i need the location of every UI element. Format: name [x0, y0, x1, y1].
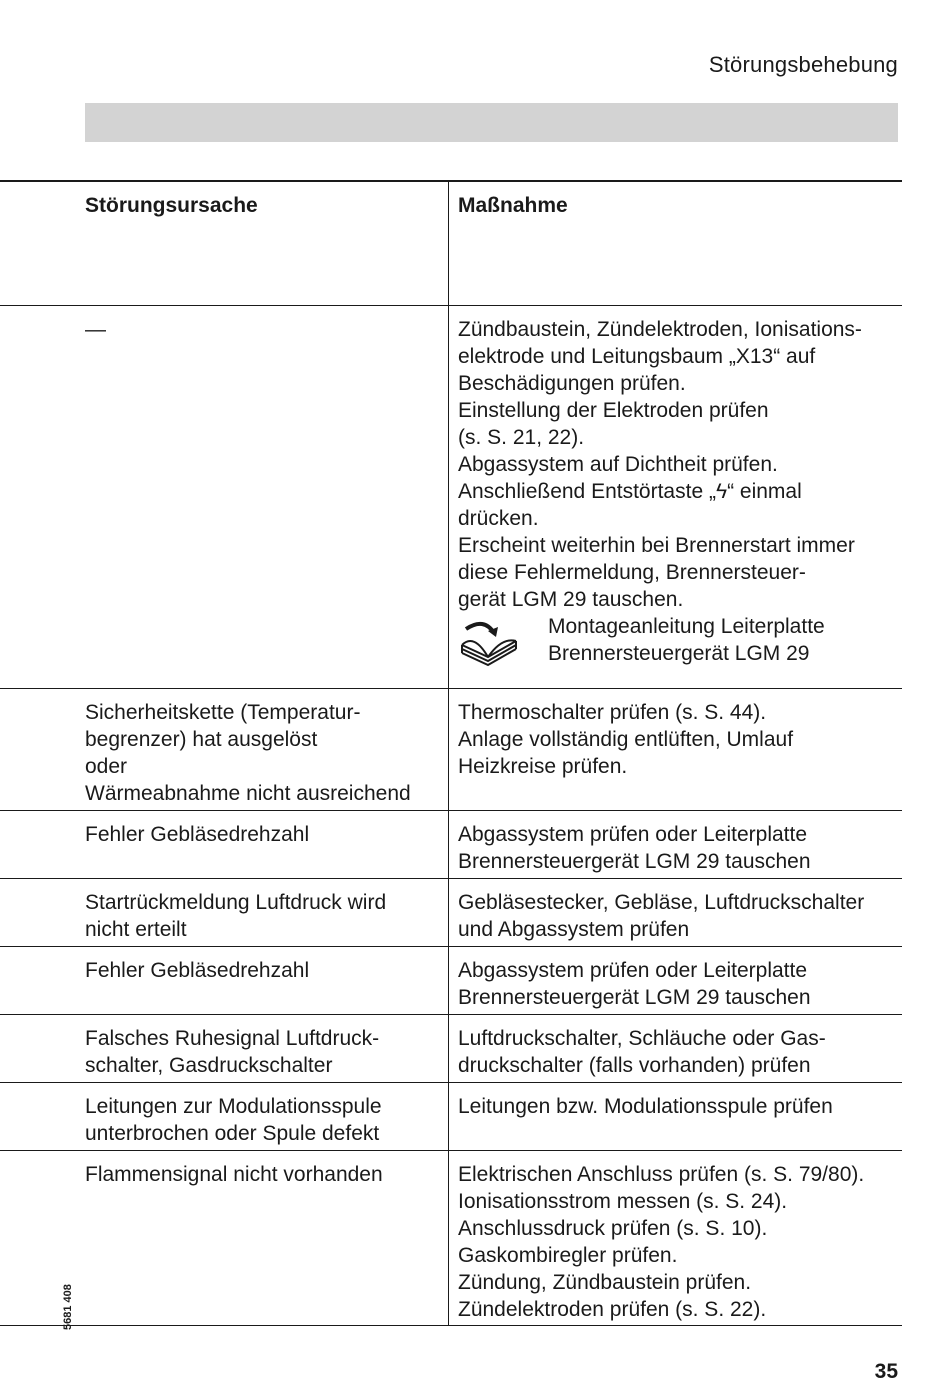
cause-cell [0, 811, 449, 878]
fault-table [0, 180, 902, 1326]
action-line: Brennersteuergerät LGM 29 tauschen [458, 850, 811, 873]
action-line: Zündbaustein, Zündelektroden, Ionisations- [458, 318, 862, 341]
cause-line: nicht erteilt [85, 918, 187, 941]
cause-line: Leitungen zur Modulationsspule [85, 1095, 382, 1118]
action-line: Anschlussdruck prüfen (s. S. 10). [458, 1217, 768, 1240]
table-row [0, 947, 902, 1015]
action-line: Einstellung der Elektroden prüfen [458, 399, 769, 422]
action-cell [449, 947, 902, 1014]
cause-line: Startrückmeldung Luftdruck wird [85, 891, 387, 914]
action-line: Erscheint weiterhin bei Brennerstart immer [458, 534, 855, 557]
cause-cell [0, 947, 449, 1014]
table-row [0, 879, 902, 947]
action-line: diese Fehlermeldung, Brennersteuer- [458, 561, 806, 584]
action-line: Leitungen bzw. Modulationsspule prüfen [458, 1095, 833, 1118]
table-row [0, 689, 902, 811]
manual-reference [458, 613, 896, 669]
cause-line: Fehler Gebläsedrehzahl [85, 823, 310, 846]
action-line: Anschließend Entstörtaste „ϟ“ einmal [458, 480, 802, 503]
action-cell [449, 1015, 902, 1082]
cause-line: Falsches Ruhesignal Luftdruck- [85, 1027, 380, 1050]
action-line: Abgassystem prüfen oder Leiterplatte [458, 959, 808, 982]
action-cell [449, 879, 902, 946]
cause-cell [0, 879, 449, 946]
action-line: druckschalter (falls vorhanden) prüfen [458, 1054, 811, 1077]
cause-line: schalter, Gasdruckschalter [85, 1054, 333, 1077]
cause-cell [0, 689, 449, 810]
table-row [0, 811, 902, 879]
action-line: Abgassystem prüfen oder Leiterplatte [458, 823, 808, 846]
cause-line: Flammensignal nicht vorhanden [85, 1163, 383, 1186]
action-line: Thermoschalter prüfen (s. S. 44). [458, 701, 767, 724]
cause-cell [0, 1083, 449, 1150]
column-header-cause: Störungsursache [0, 182, 449, 305]
table-row [0, 1083, 902, 1151]
action-line: gerät LGM 29 tauschen. [458, 588, 684, 611]
reference-line: Montageanleitung Leiterplatte [548, 615, 825, 638]
action-line: und Abgassystem prüfen [458, 918, 690, 941]
action-line: Luftdruckschalter, Schläuche oder Gas- [458, 1027, 826, 1050]
cause-line: unterbrochen oder Spule defekt [85, 1122, 380, 1145]
column-header-action: Maßnahme [458, 194, 568, 217]
page-number: 35 [874, 1360, 898, 1383]
action-line: (s. S. 21, 22). [458, 426, 585, 449]
action-line: Heizkreise prüfen. [458, 755, 628, 778]
action-line: Anlage vollständig entlüften, Umlauf [458, 728, 794, 751]
table-row [0, 1015, 902, 1083]
table-row [0, 306, 902, 689]
reference-line: Brennersteuergerät LGM 29 [548, 642, 810, 665]
action-line: Abgassystem auf Dichtheit prüfen. [458, 453, 778, 476]
table-row [0, 1151, 902, 1326]
action-cell [449, 811, 902, 878]
section-title: Störungsbehebung [708, 52, 898, 77]
cause-line: begrenzer) hat ausgelöst [85, 728, 318, 751]
cause-cell [0, 306, 449, 688]
document-number: 5681 408 [62, 1284, 74, 1330]
action-line: Zündelektroden prüfen (s. S. 22). [458, 1298, 767, 1321]
header-bar [85, 103, 898, 142]
action-cell [449, 1083, 902, 1150]
action-line: Zündung, Zündbaustein prüfen. [458, 1271, 752, 1294]
cause-line: — [85, 318, 106, 341]
action-line: Ionisationsstrom messen (s. S. 24). [458, 1190, 788, 1213]
action-cell [449, 1151, 902, 1325]
action-line: elektrode und Leitungsbaum „X13“ auf [458, 345, 816, 368]
action-line: Elektrischen Anschluss prüfen (s. S. 79/80). [458, 1163, 865, 1186]
action-line: Gebläsestecker, Gebläse, Luftdruckschalter [458, 891, 865, 914]
action-cell [449, 306, 902, 688]
cause-line: Sicherheitskette (Temperatur- [85, 701, 361, 724]
action-line: Gaskombiregler prüfen. [458, 1244, 678, 1267]
open-book-icon [458, 615, 522, 669]
action-line: Beschädigungen prüfen. [458, 372, 686, 395]
cause-line: Wärmeabnahme nicht ausreichend [85, 782, 411, 805]
cause-cell [0, 1015, 449, 1082]
action-cell [449, 689, 902, 810]
table-header-row [0, 182, 902, 306]
cause-line: Fehler Gebläsedrehzahl [85, 959, 310, 982]
action-line: drücken. [458, 507, 539, 530]
cause-line: oder [85, 755, 128, 778]
action-line: Brennersteuergerät LGM 29 tauschen [458, 986, 811, 1009]
